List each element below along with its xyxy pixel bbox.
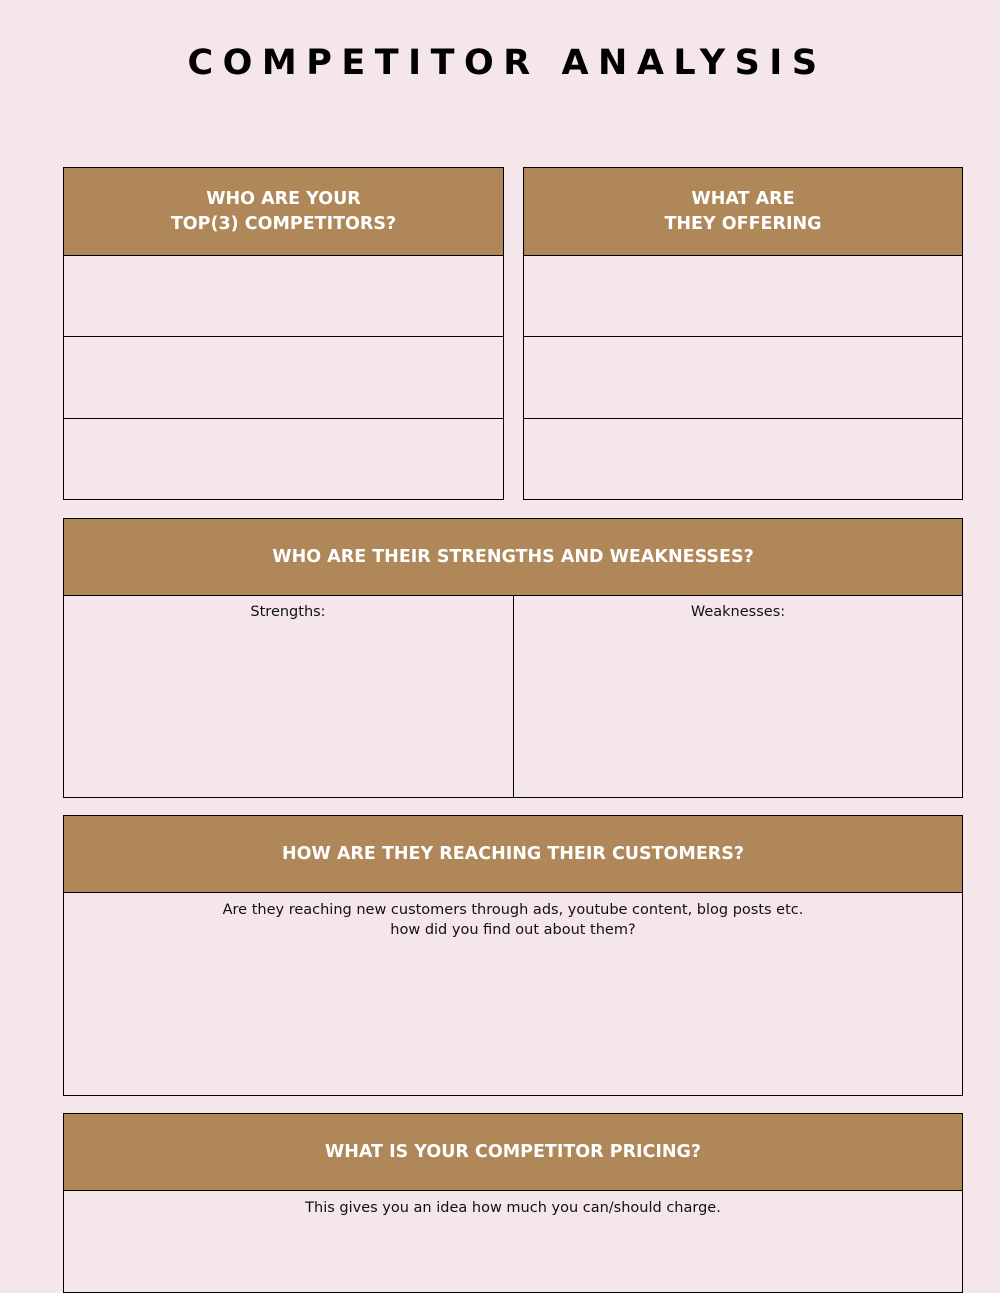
strengths-weaknesses-section bbox=[63, 518, 963, 798]
reaching-note-line1: Are they reaching new customers through ads, youtube content, blog posts etc. bbox=[222, 902, 804, 918]
offering-header bbox=[524, 168, 962, 256]
page-title: COMPETITOR ANALYSIS bbox=[187, 43, 827, 83]
reaching-note-line2: how did you find out about them? bbox=[390, 922, 636, 938]
competitors-heading-line1: WHO ARE YOUR bbox=[206, 188, 361, 209]
offering-entry-3[interactable] bbox=[524, 419, 962, 499]
strengths-weaknesses-heading: WHO ARE THEIR STRENGTHS AND WEAKNESSES? bbox=[272, 546, 754, 567]
offering-heading-line1: WHAT ARE bbox=[691, 188, 795, 209]
competitors-header bbox=[64, 168, 503, 256]
competitors-heading-line2: TOP(3) COMPETITORS? bbox=[170, 213, 397, 234]
reaching-customers-heading: HOW ARE THEY REACHING THEIR CUSTOMERS? bbox=[281, 843, 745, 864]
strengths-area[interactable] bbox=[64, 596, 512, 797]
pricing-area[interactable] bbox=[64, 1191, 962, 1292]
weaknesses-label: Weaknesses: bbox=[690, 604, 786, 620]
reaching-customers-header bbox=[64, 816, 962, 893]
competitors-table bbox=[63, 167, 504, 500]
reaching-customers-section bbox=[63, 815, 963, 1096]
reaching-customers-note bbox=[64, 900, 962, 940]
offering-heading-line2: THEY OFFERING bbox=[664, 213, 822, 234]
offering-entry-2[interactable] bbox=[524, 337, 962, 418]
competitor-entry-2[interactable] bbox=[64, 337, 503, 418]
pricing-note: This gives you an idea how much you can/should charge. bbox=[305, 1200, 721, 1216]
pricing-header bbox=[64, 1114, 962, 1191]
pricing-section bbox=[63, 1113, 963, 1293]
pricing-heading: WHAT IS YOUR COMPETITOR PRICING? bbox=[324, 1141, 702, 1162]
strengths-weaknesses-header bbox=[64, 519, 962, 596]
competitor-entry-1[interactable] bbox=[64, 256, 503, 337]
strengths-label: Strengths: bbox=[250, 604, 326, 620]
weaknesses-area[interactable] bbox=[514, 596, 962, 797]
competitor-entry-3[interactable] bbox=[64, 419, 503, 499]
reaching-customers-area[interactable] bbox=[64, 893, 962, 1095]
offering-table bbox=[523, 167, 963, 500]
offering-entry-1[interactable] bbox=[524, 256, 962, 337]
